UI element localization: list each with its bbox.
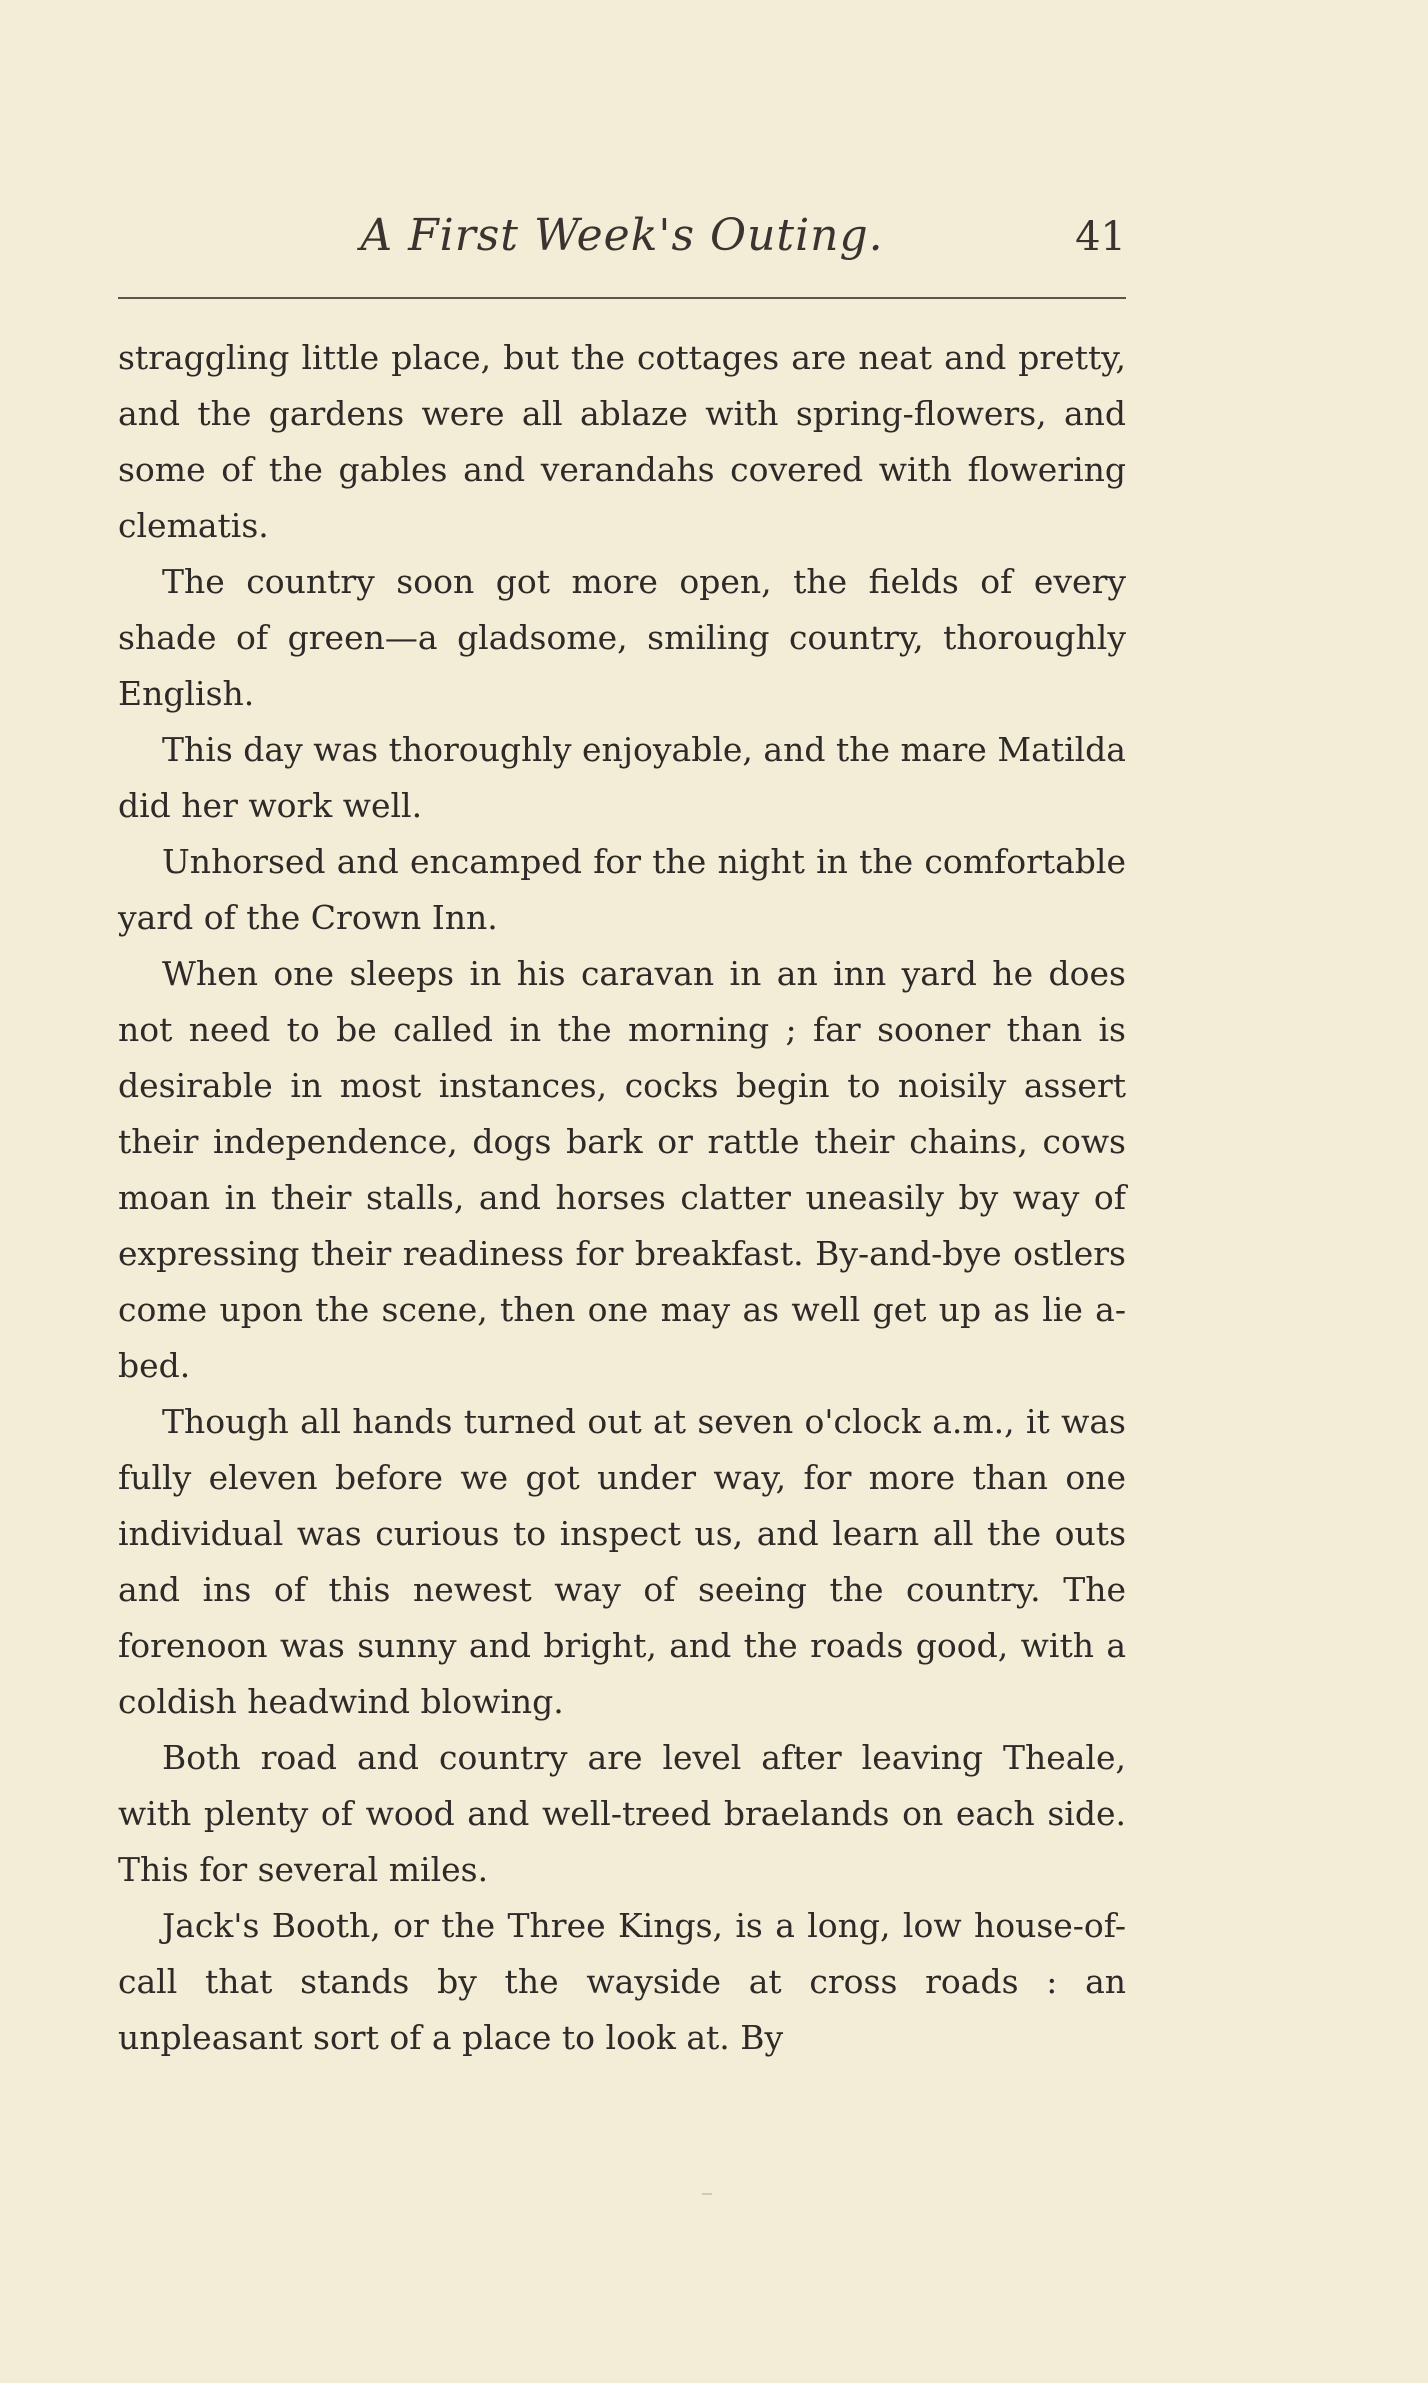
running-title: A First Week's Outing. — [360, 210, 884, 261]
paragraph: straggling little place, but the cottages are neat and pretty, and the gardens were all ablaze with spring-flowers, and some of the gables and verandahs covered with flowering clematis. — [118, 338, 1126, 545]
paragraph: When one sleeps in his caravan in an inn yard he does not need to be called in the morning ; far sooner than is desirable in most instances, cocks begin to noisily assert their independence, dogs bark or rattle their chains, cows moan in their stalls, and horses clatter uneasily by way of expressing their readiness for breakfast. By-and-bye ostlers come upon the scene, then one may as well get up as lie a-bed. — [118, 954, 1126, 1385]
running-head — [118, 210, 1126, 280]
header-rule — [118, 297, 1126, 299]
printer-mark — [702, 2193, 712, 2195]
paragraph: The country soon got more open, the fields of every shade of green—a gladsome, smiling country, thoroughly English. — [118, 562, 1126, 713]
paragraph: Unhorsed and encamped for the night in the comfortable yard of the Crown Inn. — [118, 842, 1126, 937]
page-number: 41 — [1075, 214, 1126, 260]
paragraph: This day was thoroughly enjoyable, and the mare Matilda did her work well. — [118, 730, 1126, 825]
paragraph: Though all hands turned out at seven o'clock a.m., it was fully eleven before we got under way, for more than one individual was curious to inspect us, and learn all the outs and ins of this newest way of seeing the country. The forenoon was sunny and bright, and the roads good, with a coldish headwind blowing. — [118, 1402, 1126, 1721]
body-text — [118, 330, 1126, 2066]
paragraph: Both road and country are level after leaving Theale, with plenty of wood and well-treed braelands on each side. This for several miles. — [118, 1738, 1126, 1889]
paragraph: Jack's Booth, or the Three Kings, is a long, low house-of-call that stands by the wayside at cross roads : an unpleasant sort of a place to look at. By — [118, 1906, 1126, 2057]
